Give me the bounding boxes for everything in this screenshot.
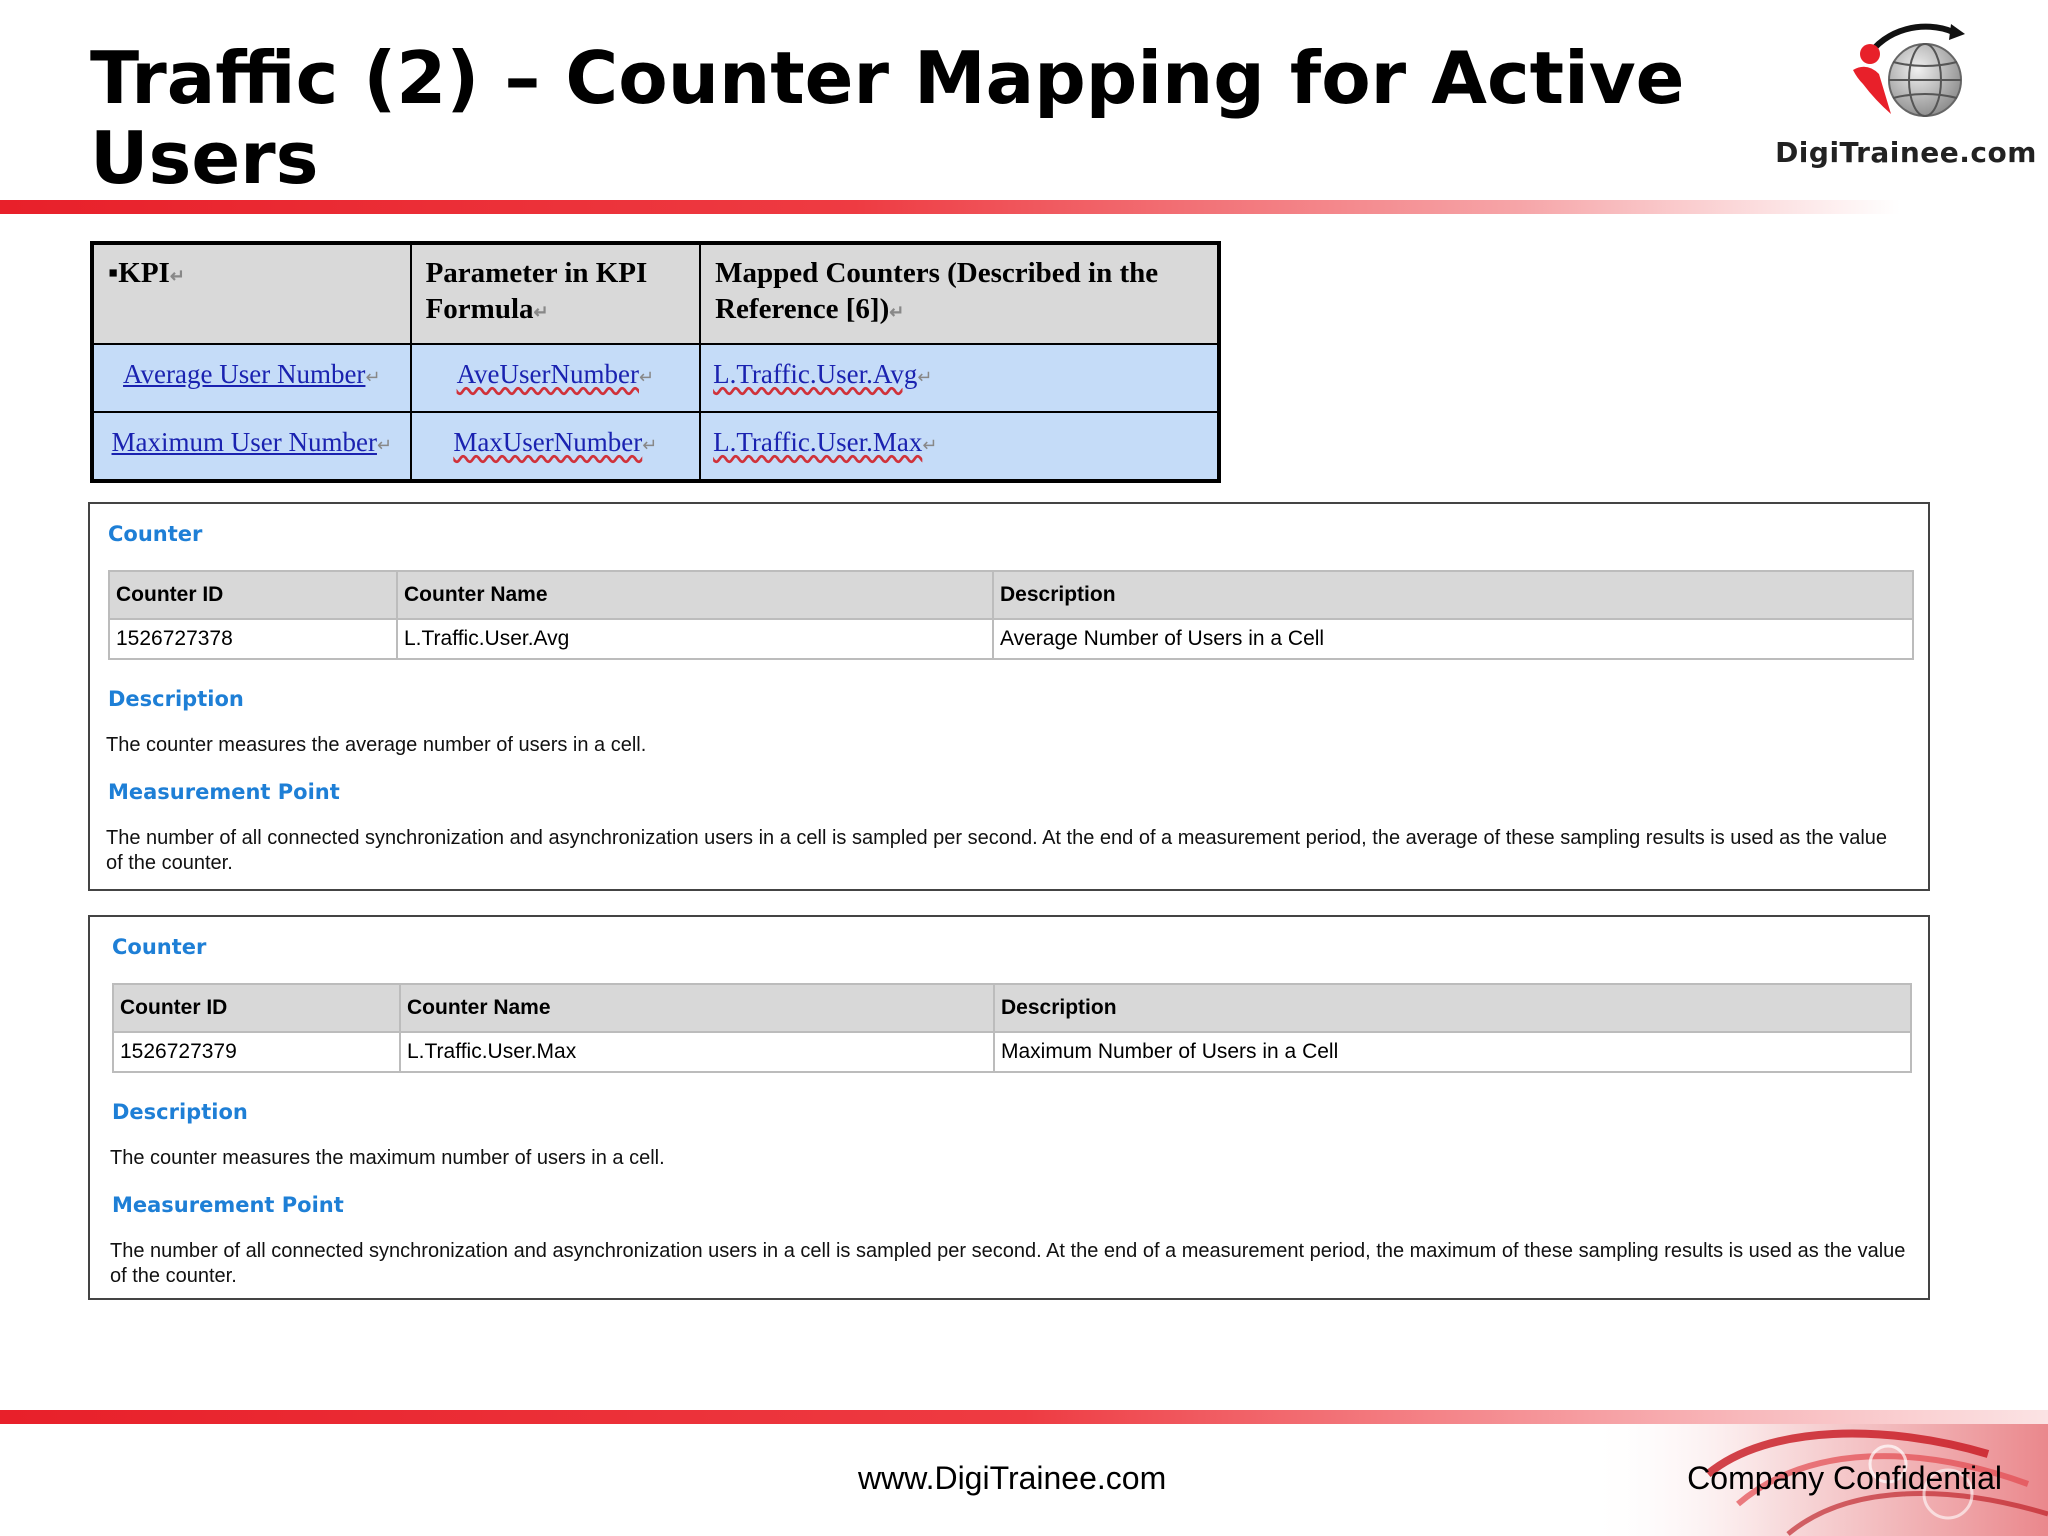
counter-link[interactable]: L.Traffic.User.Avg [713, 359, 918, 389]
description-heading: Description [112, 1100, 248, 1124]
kpi-link[interactable]: Maximum User Number [111, 427, 377, 457]
counter-description: Average Number of Users in a Cell [993, 619, 1913, 659]
counter-cell: L.Traffic.User.Max↵ [700, 412, 1219, 481]
footer-url[interactable]: www.DigiTrainee.com [858, 1460, 1167, 1496]
counter-description: Maximum Number of Users in a Cell [994, 1032, 1911, 1072]
counter-id: 1526727378 [109, 619, 397, 659]
counter-name-header: Counter Name [397, 571, 993, 619]
kpi-header: ▪KPI↵ [92, 243, 411, 344]
counter-table-row [109, 619, 1913, 659]
param-cell: AveUserNumber↵ [411, 344, 701, 412]
counter-id: 1526727379 [113, 1032, 400, 1072]
counter-table [112, 983, 1912, 1073]
footer-confidential: Company Confidential [1687, 1460, 2002, 1496]
counter-name: L.Traffic.User.Max [400, 1032, 994, 1072]
counter-table-row [113, 1032, 1911, 1072]
counter-cell: L.Traffic.User.Avg↵ [700, 344, 1219, 412]
counter-description-header: Description [993, 571, 1913, 619]
param-header: Parameter in KPI Formula↵ [411, 243, 701, 344]
kpi-table-row [92, 412, 1219, 481]
measurement-point-heading: Measurement Point [112, 1193, 344, 1217]
slide-title: Traffic (2) – Counter Mapping for Active Users [90, 36, 1685, 200]
title-divider [0, 200, 1900, 214]
kpi-link[interactable]: Average User Number [123, 359, 366, 389]
param-link[interactable]: MaxUserNumber [453, 427, 643, 457]
kpi-table-header [92, 243, 1219, 344]
counter-table-header [113, 984, 1911, 1032]
kpi-cell: Maximum User Number↵ [92, 412, 411, 481]
counter-box-max [88, 915, 1930, 1300]
counter-box-avg [88, 502, 1930, 891]
counter-link[interactable]: L.Traffic.User.Max [713, 427, 923, 457]
counter-name-header: Counter Name [400, 984, 994, 1032]
digitrainee-logo [1775, 18, 2037, 178]
kpi-cell: Average User Number↵ [92, 344, 411, 412]
globe-person-icon [1775, 18, 2037, 138]
footer-divider [0, 1410, 2048, 1424]
logo-text: DigiTrainee.com [1775, 136, 2037, 169]
kpi-mapping-table [90, 241, 1221, 483]
param-cell: MaxUserNumber↵ [411, 412, 701, 481]
kpi-table-row [92, 344, 1219, 412]
counter-table-header [109, 571, 1913, 619]
counter-id-header: Counter ID [113, 984, 400, 1032]
description-text: The counter measures the maximum number of users in a cell. [110, 1147, 665, 1169]
mapped-counters-header: Mapped Counters (Described in the Reference [6])↵ [700, 243, 1219, 344]
counter-description-header: Description [994, 984, 1911, 1032]
counter-heading: Counter [108, 522, 203, 546]
counter-table [108, 570, 1914, 660]
measurement-point-heading: Measurement Point [108, 780, 340, 804]
counter-id-header: Counter ID [109, 571, 397, 619]
description-heading: Description [108, 687, 244, 711]
measurement-point-text: The number of all connected synchronization and asynchronization users in a cell is sampled per second. At the end of a measurement period, the average of these sampling results is used as the value of the counter. [106, 827, 1888, 874]
param-link[interactable]: AveUserNumber [456, 359, 639, 389]
description-text: The counter measures the average number of users in a cell. [106, 734, 647, 756]
measurement-point-text: The number of all connected synchronization and asynchronization users in a cell is sampled per second. At the end of a measurement period, the maximum of these sampling results is used as the value of the counter. [110, 1240, 1906, 1287]
counter-name: L.Traffic.User.Avg [397, 619, 993, 659]
counter-heading: Counter [112, 935, 207, 959]
